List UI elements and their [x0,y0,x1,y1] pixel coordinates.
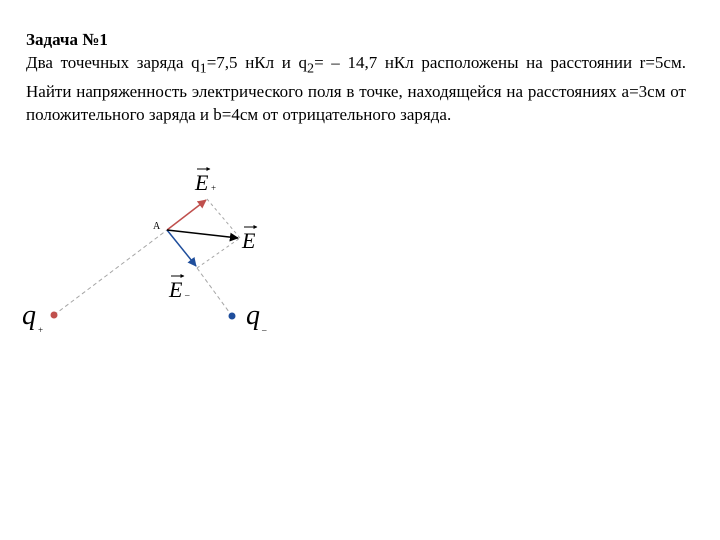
e-minus-vector [167,230,196,266]
e-plus-vector [167,200,206,230]
dashed-line-q-plus-to-a [54,230,167,315]
e-plus-subscript: + [211,183,217,193]
problem-title: Задача №1 [26,30,108,49]
q-plus-subscript: + [38,325,44,335]
q-minus-label: q [246,300,260,331]
dashed-line-a-to-q-minus [197,268,232,316]
q2-subscript: 2 [307,60,315,77]
dashed-parallelogram-bottom [197,238,240,268]
e-minus-label: E [169,277,183,302]
e-total-label: E [242,228,256,253]
q-minus-subscript: – [262,325,267,335]
point-a-label: A [153,221,161,232]
dashed-parallelogram-top [207,199,240,238]
statement-q2: = – 14,7 нКл расположены на расстоянии r=5см. Найти напряженность электрического поля в точке, находящейся на расстояниях a=3см от положительного заряда и b=4см от отрицательного заряда. [26,53,686,125]
e-plus-label: E [195,170,209,195]
positive-charge-dot [51,312,58,319]
negative-charge-dot [229,313,236,320]
e-minus-subscript: – [185,290,190,300]
statement-q1: =7,5 нКл и q [206,53,307,72]
q1-subscript: 1 [199,60,207,77]
e-resultant-vector [167,230,238,238]
q-plus-label: q [22,300,36,331]
statement-intro: Два точечных заряда q [26,53,200,72]
